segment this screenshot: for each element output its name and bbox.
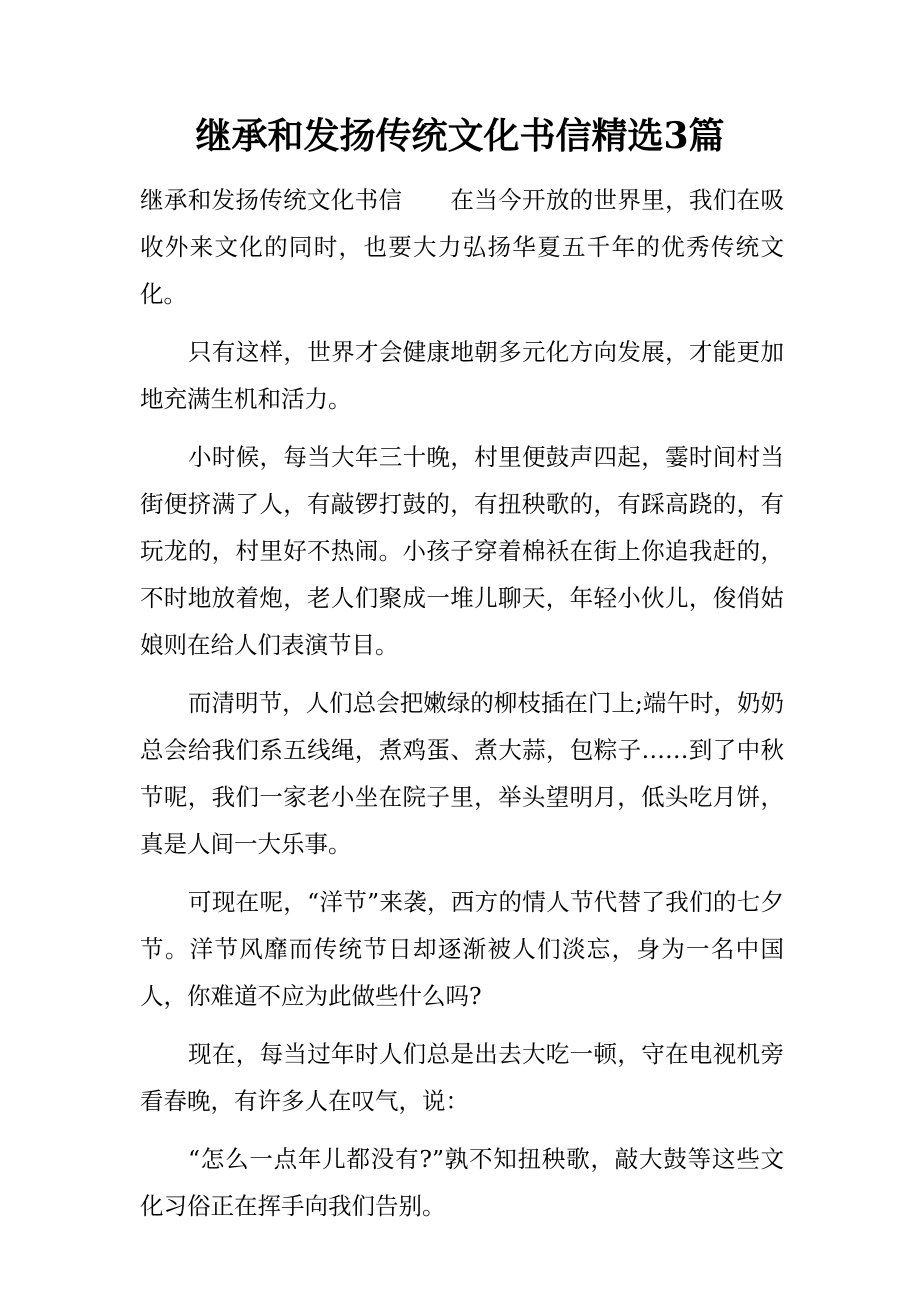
paragraph-6: 现在，每当过年时人们总是出去大吃一顿，守在电视机旁看春晚，有许多人在叹气，说： bbox=[140, 1040, 784, 1115]
paragraph-5: 可现在呢，“洋节”来袭，西方的情人节代替了我们的七夕节。洋节风靡而传统节日却逐渐被人们淡忘，身为一名中国人，你难道不应为此做些什么吗? bbox=[140, 888, 784, 1010]
document-title: 继承和发扬传统文化书信精选3篇 bbox=[195, 115, 725, 157]
paragraph-7: “怎么一点年儿都没有?”孰不知扭秧歌，敲大鼓等这些文化习俗正在挥手向我们告别。 bbox=[140, 1145, 784, 1220]
letter-heading: 继承和发扬传统文化书信 bbox=[140, 186, 403, 214]
paragraph-4: 而清明节，人们总会把嫩绿的柳枝插在门上;端午时，奶奶总会给我们系五线绳，煮鸡蛋、煮大蒜，包粽子……到了中秋节呢，我们一家老小坐在院子里，举头望明月，低头吃月饼，真是人间一大乐事。 bbox=[140, 689, 784, 858]
paragraph-3: 小时候，每当大年三十晚，村里便鼓声四起，霎时间村当街便挤满了人，有敲锣打鼓的，有扭秧歌的，有踩高跷的，有玩龙的，村里好不热闹。小孩子穿着棉袄在街上你追我赶的，不时地放着炮，老人们聚成一堆儿聊天，年轻小伙儿，俊俏姑娘则在给人们表演节目。 bbox=[140, 443, 784, 659]
document-body bbox=[140, 177, 784, 1241]
paragraph-text: 在当今开放的世界里，我们在吸收外来文化的同时，也要大力弘扬华夏五千年的优秀传统文化。 bbox=[140, 186, 785, 308]
paragraph-1 bbox=[140, 177, 784, 318]
paragraph-2: 只有这样，世界才会健康地朝多元化方向发展，才能更加地充满生机和活力。 bbox=[140, 338, 784, 413]
